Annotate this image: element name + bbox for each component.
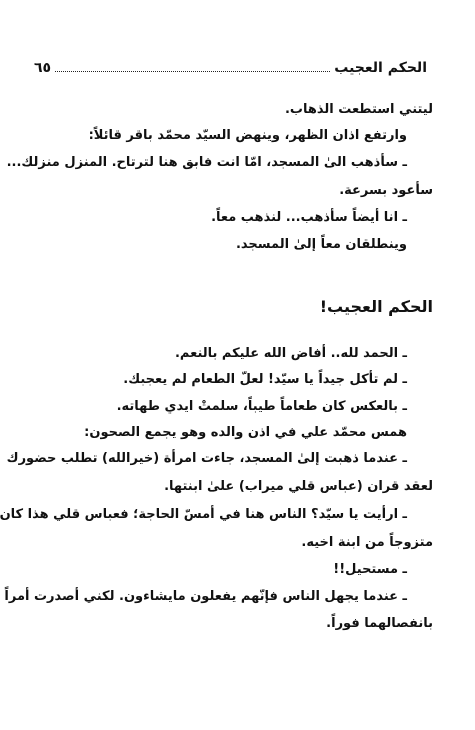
paragraph-line: ـ انا أيضاً سأذهب... لنذهب معاً. (211, 210, 407, 225)
paragraph-line: وارتفع اذان الظهر، وينهض السيّد محمّد باقر قائلاً: (88, 128, 407, 143)
paragraph-line: ـ عندما ذهبت إلىٰ المسجد، جاءت امرأة (خيرالله) تطلب حضورك (6, 451, 407, 466)
paragraph-line: ـ لم تأكل جيداً يا سيّد! لعلّ الطعام لم يعجبك. (123, 372, 407, 387)
paragraph-line: ـ بالعكس كان طعاماً طيباً، سلمتْ ايدي طهاته. (116, 399, 407, 414)
paragraph-line: ليتني استطعت الذهاب. (284, 102, 433, 117)
paragraph-line: ـ ارأيت يا سيّد؟ الناس هنا في أمسّ الحاجة؛ فعباس قلي هذا كان (0, 507, 407, 522)
running-header (34, 60, 427, 82)
leader-dots (55, 61, 330, 72)
paragraph-line: لعقد قران (عباس قلي ميراب) علىٰ ابنتها. (164, 479, 433, 494)
paragraph-line: متزوجاً من ابنة اخيه. (301, 535, 433, 550)
paragraph-line: بانفصالهما فوراً. (326, 616, 433, 631)
chapter-title: الحكم العجيب (334, 60, 427, 76)
paragraph-line: ـ الحمد لله.. أفاض الله عليكم بالنعم. (174, 346, 407, 361)
paragraph-line: وينطلقان معاً إلىٰ المسجد. (235, 237, 407, 252)
paragraph-line: ـ مستحيل!! (333, 562, 407, 577)
paragraph-line: ـ عندما يجهل الناس فإنّهم يفعلون مايشاءون. لكني أصدرت أمراً (4, 589, 407, 604)
paragraph-line: همس محمّد علي في اذن والده وهو يجمع الصحون: (84, 425, 407, 440)
paragraph-line: سأعود بسرعة. (339, 183, 433, 198)
section-1-text (6, 100, 433, 270)
section-2-text (0, 344, 433, 644)
section-heading: الحكم العجيب! (319, 297, 433, 316)
paragraph-line: ـ سأذهب الىٰ المسجد، امّا انت فابق هنا لترتاح. المنزل منزلك... (6, 155, 407, 170)
page-number: ٦٥ (34, 60, 52, 76)
